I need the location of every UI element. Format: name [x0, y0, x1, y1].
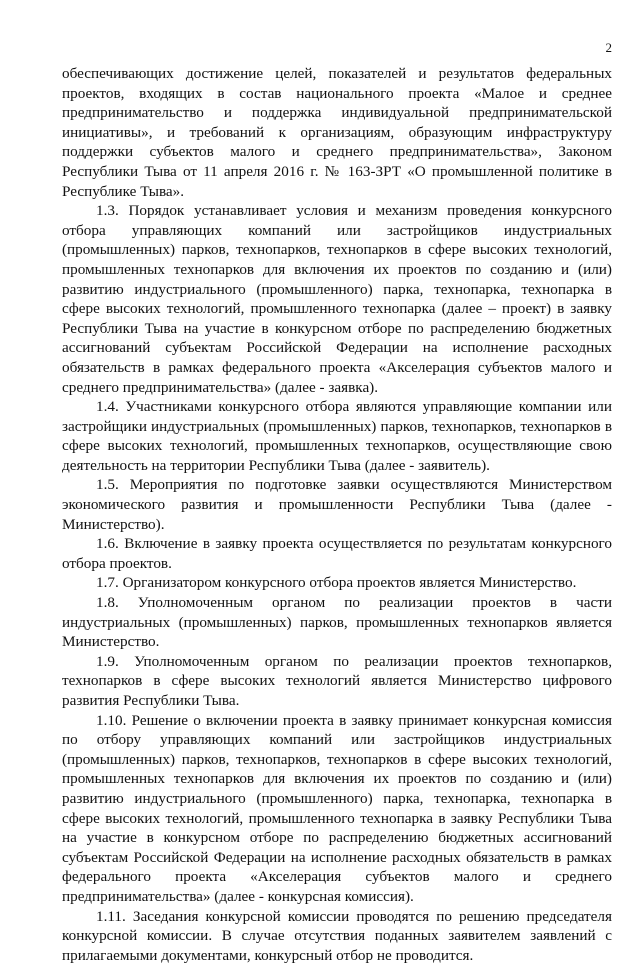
paragraph-1-7: 1.7. Организатором конкурсного отбора проектов является Министерство.	[96, 574, 577, 592]
paragraph-1-4: 1.4. Участниками конкурсного отбора являются управляющие компании или застройщики индустриальных (промышленных) парков, технопарков, технопарков в сфере высоких технологий, промышленных технопарков, осуществляющие свою деятельность на территории Республики Тыва (далее - заявитель).	[62, 398, 612, 474]
paragraph-1-11: 1.11. Заседания конкурсной комиссии проводятся по решению председателя конкурсной комиссии. В случае отсутствия поданных заявителем заявлений с прилагаемыми документами, конкурсный отбор не проводится.	[62, 907, 612, 964]
paragraph-continuation: обеспечивающих достижение целей, показателей и результатов федеральных проектов, входящих в состав национального проекта «Малое и среднее предпринимательство и поддержка индивидуальной предпринимательской инициативы», и требований к организациям, образующим инфраструктуру поддержки субъектов малого и среднего предпринимательства», Законом Республики Тыва от 11 апреля 2016 г. № 163-ЗРТ «О промышленной политике в Республике Тыва».	[62, 65, 612, 200]
document-body	[62, 64, 612, 965]
paragraph-1-6: 1.6. Включение в заявку проекта осуществляется по результатам конкурсного отбора проектов.	[62, 535, 612, 572]
paragraph-1-3: 1.3. Порядок устанавливает условия и механизм проведения конкурсного отбора управляющих компаний или застройщиков индустриальных (промышленных) парков, технопарков, технопарков в сфере высоких технологий, промышленных технопарков для включения их проектов по созданию и (или) развитию индустриального (промышленного) парка, технопарка, технопарка в сфере высоких технологий, промышленного технопарка (далее – проект) в заявку Республики Тыва на участие в конкурсном отборе по распределению бюджетных ассигнований субъектам Российской Федерации на исполнение расходных обязательств в рамках федерального проекта «Акселерация субъектов малого и среднего предпринимательства» (далее - заявка).	[62, 202, 612, 396]
paragraph-1-8: 1.8. Уполномоченным органом по реализации проектов в части индустриальных (промышленных) парков, промышленных технопарков является Министерство.	[62, 594, 612, 651]
paragraph-1-9: 1.9. Уполномоченным органом по реализации проектов технопарков, технопарков в сфере высоких технологий является Министерство цифрового развития Республики Тыва.	[62, 652, 612, 709]
paragraph-1-5: 1.5. Мероприятия по подготовке заявки осуществляются Министерством экономического развития и промышленности Республики Тыва (далее - Министерство).	[62, 476, 612, 533]
page-number: 2	[605, 40, 612, 55]
paragraph-1-10: 1.10. Решение о включении проекта в заявку принимает конкурсная комиссия по отбору управляющих компаний или застройщиков индустриальных (промышленных) парков, технопарков, технопарков в сфере высоких технологий, промышленных технопарков для включения их проектов по созданию и (или) развитию индустриального (промышленного) парка, технопарка, технопарка в сфере высоких технологий, промышленного технопарка в заявку Республики Тыва на участие в конкурсном отборе по распределению бюджетных ассигнований субъектам Российской Федерации на исполнение расходных обязательств в рамках федерального проекта «Акселерация субъектов малого и среднего предпринимательства» (далее - конкурсная комиссия).	[62, 711, 612, 905]
